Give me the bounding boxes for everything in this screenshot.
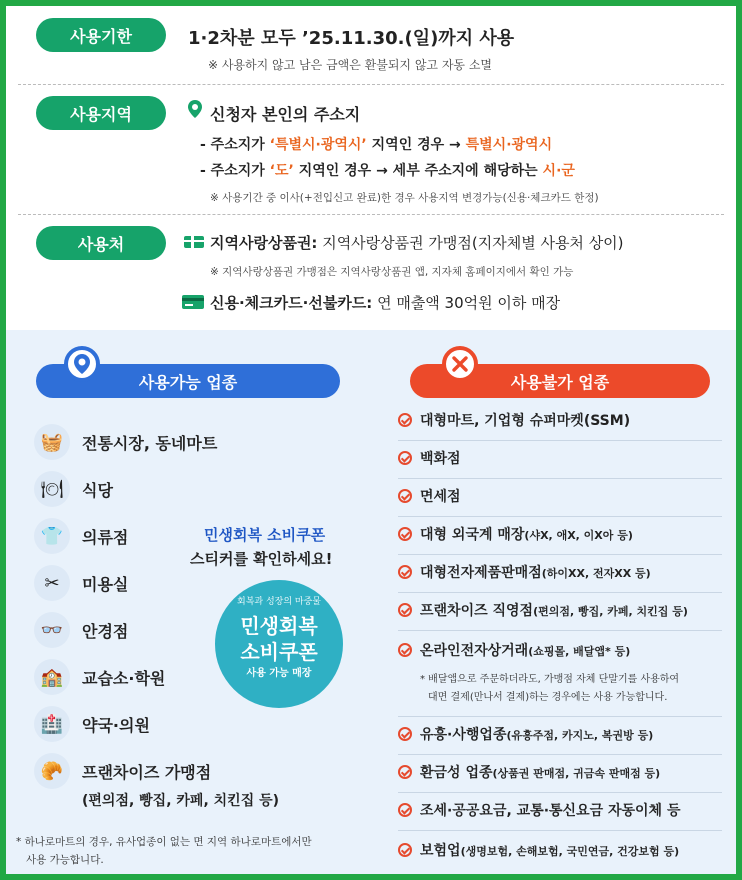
check-circle-icon — [398, 843, 412, 857]
place-note: ※ 지역사랑상품권 가맹점은 지역사랑상품권 앱, 지자체 홈페이지에서 확인 가능 — [210, 266, 574, 278]
forbidden-item: 대형전자제품판매점 (하이XX, 전자XX 등) — [398, 562, 722, 593]
sticker-sub: 사용 가능 매장 — [246, 668, 312, 679]
forbidden-item: 유흥·사행업종 (유흥주점, 카지노, 복권방 등) — [398, 724, 722, 755]
franchise-sub: (편의점, 빵집, 카페, 치킨집 등) — [82, 793, 280, 809]
forbidden-item: 조세·공공요금, 교통·통신요금 자동이체 등 — [398, 800, 722, 831]
allowed-item: 🍽 식당 — [34, 471, 113, 507]
sticker-main-1: 민생회복 — [240, 614, 318, 638]
x-mark-icon — [442, 346, 478, 382]
region-note: ※ 사용기간 중 이사(+전입신고 완료)한 경우 사용지역 변경가능(신용·체크카드 한정) — [210, 192, 599, 204]
allowed-item: 🥐 프랜차이즈 가맹점 — [34, 753, 211, 789]
place-label: 사용처 — [36, 226, 166, 260]
divider — [18, 214, 724, 215]
footnote-line-2: 사용 가능합니다. — [26, 854, 104, 866]
bread-icon: 🥐 — [34, 753, 70, 789]
location-pin-icon — [188, 100, 202, 118]
region-main: 신청자 본인의 주소지 — [210, 105, 361, 124]
check-circle-icon — [398, 489, 412, 503]
check-circle-icon — [398, 451, 412, 465]
glasses-icon: 👓 — [34, 612, 70, 648]
place-line-cards: 신용·체크카드·선불카드: 연 매출액 30억원 이하 매장 — [210, 294, 561, 312]
online-note-2: 대면 결제(만나서 결제)하는 경우에는 사용 가능합니다. — [428, 692, 668, 703]
basket-icon: 🧺 — [34, 424, 70, 460]
sticker-main-2: 소비쿠폰 — [240, 640, 318, 664]
forbidden-item: 프랜차이즈 직영점 (편의점, 빵집, 카페, 치킨집 등) — [398, 600, 722, 631]
dish-icon: 🍽 — [34, 471, 70, 507]
school-icon: 🏫 — [34, 659, 70, 695]
allowed-item: 🏥 약국·의원 — [34, 706, 150, 742]
gift-voucher-icon — [184, 234, 204, 248]
allowed-item: 👓 안경점 — [34, 612, 128, 648]
region-label: 사용지역 — [36, 96, 166, 130]
footnote-line-1: * 하나로마트의 경우, 유사업종이 없는 면 지역 하나로마트에서만 — [16, 836, 312, 848]
callout-title: 민생회복 소비쿠폰 — [204, 526, 326, 544]
hospital-icon: 🏥 — [34, 706, 70, 742]
forbidden-item: 면세점 — [398, 486, 722, 517]
check-circle-icon — [398, 603, 412, 617]
scissors-icon: ✂ — [34, 565, 70, 601]
forbidden-item: 대형마트, 기업형 슈퍼마켓(SSM) — [398, 410, 722, 441]
forbidden-item: 백화점 — [398, 448, 722, 479]
check-circle-icon — [398, 527, 412, 541]
online-note-1: * 배달앱으로 주문하더라도, 가맹점 자체 단말기를 사용하여 — [420, 674, 680, 685]
allowed-title: 사용가능 업종 — [36, 364, 340, 398]
region-line-province: - 주소지가 ‘도’ 지역인 경우 → 세부 주소지에 해당하는 시·군 — [200, 163, 575, 179]
period-note: ※ 사용하지 않고 남은 금액은 환불되지 않고 자동 소멸 — [208, 58, 493, 72]
check-circle-icon — [398, 727, 412, 741]
region-line-metro: - 주소지가 ‘특별시·광역시’ 지역인 경우 → 특별시·광역시 — [200, 137, 553, 153]
location-pin-icon — [64, 346, 100, 382]
forbidden-title: 사용불가 업종 — [410, 364, 710, 398]
check-circle-icon — [398, 803, 412, 817]
check-circle-icon — [398, 765, 412, 779]
forbidden-item: 환금성 업종 (상품권 판매점, 귀금속 판매점 등) — [398, 762, 722, 793]
check-circle-icon — [398, 643, 412, 657]
period-main: 1·2차분 모두 ’25.11.30.(일)까지 사용 — [188, 28, 515, 49]
place-line-local-voucher: 지역사랑상품권: 지역사랑상품권 가맹점(지자체별 사용처 상이) — [210, 234, 624, 252]
allowed-item: 👕 의류점 — [34, 518, 128, 554]
hanger-icon: 👕 — [34, 518, 70, 554]
check-circle-icon — [398, 413, 412, 427]
period-label: 사용기한 — [36, 18, 166, 52]
forbidden-item: 보험업 (생명보험, 손해보험, 국민연금, 건강보험 등) — [398, 840, 722, 866]
forbidden-item: 대형 외국계 매장 (샤X, 애X, 이X아 등) — [398, 524, 722, 555]
sticker-tagline: 회복과 성장의 마중물 — [237, 597, 321, 607]
allowed-item: 🏫 교습소·학원 — [34, 659, 165, 695]
coupon-sticker — [215, 580, 343, 708]
check-circle-icon — [398, 565, 412, 579]
divider — [18, 84, 724, 85]
allowed-item: 🧺 전통시장, 동네마트 — [34, 424, 217, 460]
card-icon — [182, 294, 204, 308]
callout-subtitle: 스티커를 확인하세요! — [190, 550, 333, 568]
allowed-item: ✂ 미용실 — [34, 565, 128, 601]
forbidden-item: 온라인전자상거래 (쇼핑몰, 배달앱* 등) * 배달앱으로 주문하더라도, 가맹점 자체 단말기를 사용하여 대면 결제(만나서 결제)하는 경우에는 사용 가능합니다. — [398, 640, 722, 717]
